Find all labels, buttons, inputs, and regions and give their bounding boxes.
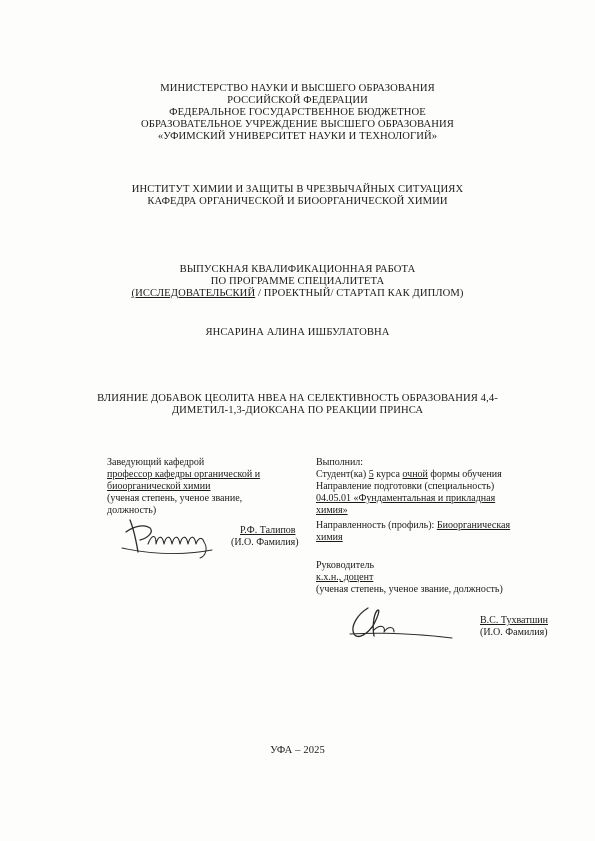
head-label: Заведующий кафедрой — [107, 457, 205, 468]
profile-label: Направленность (профиль): — [316, 520, 437, 531]
head-position-hint: должность) — [107, 505, 157, 516]
header-line: «УФИМСКИЙ УНИВЕРСИТЕТ НАУКИ И ТЕХНОЛОГИЙ» — [157, 131, 438, 142]
supervisor-signature — [340, 604, 460, 644]
header-line: МИНИСТЕРСТВО НАУКИ И ВЫСШЕГО ОБРАЗОВАНИЯ — [160, 83, 435, 94]
direction-label: Направление подготовки (специальность) — [316, 481, 495, 492]
supervisor-degree: к.х.н., доцент — [316, 572, 374, 583]
supervisor-name-hint: (И.О. Фамилия) — [480, 627, 548, 638]
direction-value: 04.05.01 «Фундаментальная и прикладная — [316, 493, 496, 504]
department-line: КАФЕДРА ОРГАНИЧЕСКОЙ И БИООРГАНИЧЕСКОЙ ХИМИИ — [147, 196, 448, 207]
city-year: УФА – 2025 — [270, 745, 325, 756]
institute-line: ИНСТИТУТ ХИМИИ И ЗАЩИТЫ В ЧРЕЗВЫЧАЙНЫХ СИТУАЦИЯХ — [131, 184, 464, 195]
header-line: ОБРАЗОВАТЕЛЬНОЕ УЧРЕЖДЕНИЕ ВЫСШЕГО ОБРАЗОВАНИЯ — [141, 119, 454, 130]
profile-value: Биоорганическая — [436, 520, 511, 531]
course-number: 5 — [368, 469, 374, 480]
head-name-hint: (И.О. Фамилия) — [231, 537, 299, 548]
author-name: ЯНСАРИНА АЛИНА ИШБУЛАТОВНА — [205, 327, 390, 338]
supervisor-degree-hint: (ученая степень, ученое звание, должность) — [316, 584, 503, 595]
work-type-line: ВЫПУСКНАЯ КВАЛИФИКАЦИОННАЯ РАБОТА — [179, 264, 416, 275]
student-suffix: формы обучения — [427, 469, 502, 480]
performer-label: Выполнил: — [316, 457, 364, 468]
thesis-title-line: ВЛИЯНИЕ ДОБАВОК ЦЕОЛИТА HBEA НА СЕЛЕКТИВНОСТЬ ОБРАЗОВАНИЯ 4,4- — [97, 393, 498, 404]
course-mid: курса — [373, 469, 403, 480]
supervisor-label: Руководитель — [316, 560, 375, 571]
header-line: РОССИЙСКОЙ ФЕДЕРАЦИИ — [227, 95, 368, 106]
direction-value: химия» — [316, 505, 348, 516]
program-line: ПО ПРОГРАММЕ СПЕЦИАЛИТЕТА — [210, 276, 385, 287]
head-position: биоорганической химии — [107, 481, 211, 492]
head-signature — [120, 514, 220, 560]
thesis-title-line: ДИМЕТИЛ-1,3-ДИОКСАНА ПО РЕАКЦИИ ПРИНСА — [171, 405, 424, 416]
selected-option: (ИССЛЕДОВАТЕЛЬСКИЙ — [131, 288, 256, 299]
other-options: / ПРОЕКТНЫЙ/ СТАРТАП КАК ДИПЛОМ) — [255, 288, 464, 299]
head-position-hint: (ученая степень, ученое звание, — [107, 493, 243, 504]
head-position: профессор кафедры органической и — [107, 469, 261, 480]
header-line: ФЕДЕРАЛЬНОЕ ГОСУДАРСТВЕННОЕ БЮДЖЕТНОЕ — [169, 107, 426, 118]
profile-value-cont: химия — [316, 532, 343, 543]
head-name: Р.Ф. Талипов — [240, 525, 296, 536]
profile-line — [316, 520, 510, 531]
work-options — [0, 288, 595, 300]
supervisor-name: В.С. Тухватшин — [480, 615, 548, 626]
study-form: очной — [402, 469, 428, 480]
student-prefix: Студент(ка) — [316, 469, 369, 480]
student-line — [316, 469, 502, 480]
